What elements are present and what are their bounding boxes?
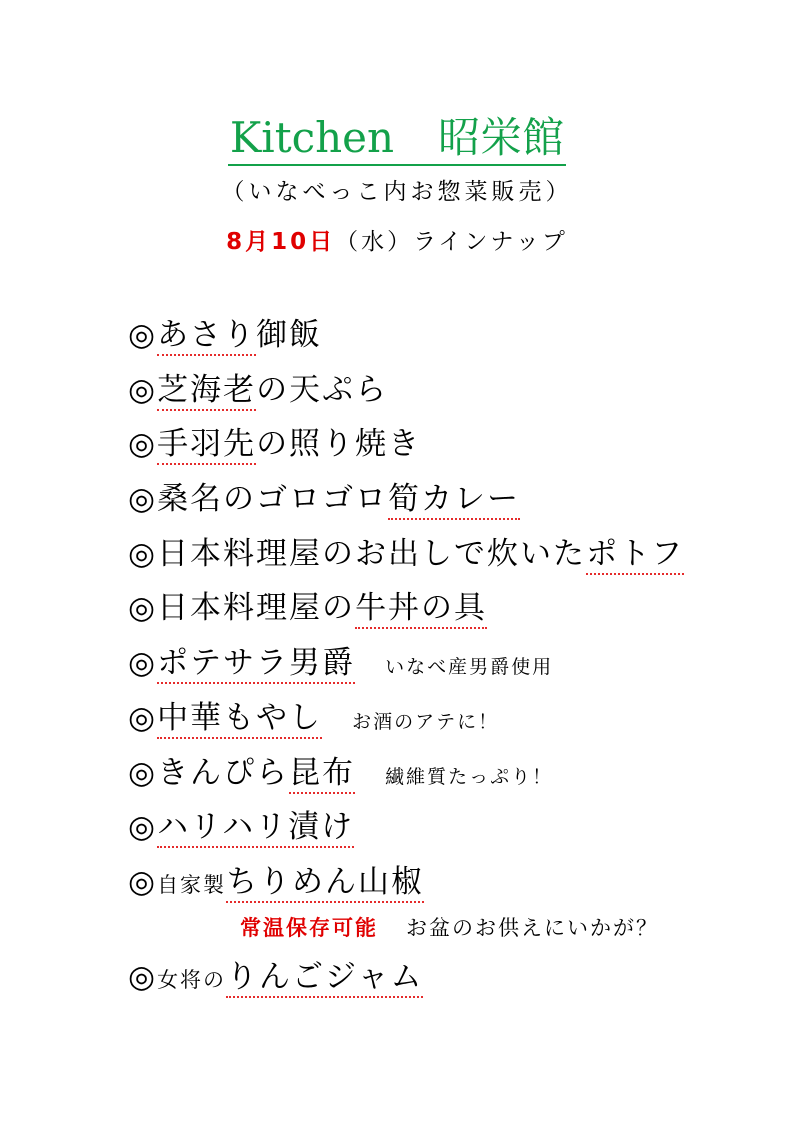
menu-item — [128, 636, 768, 691]
bullet-mark: ◎ — [128, 645, 158, 682]
bullet-mark: ◎ — [128, 371, 158, 408]
item-note: いなべ産男爵使用 — [385, 656, 554, 679]
item-main: 中華もやし — [157, 700, 322, 739]
item-rest: 筍カレー — [388, 481, 520, 520]
date-text: 8月10日 — [226, 229, 336, 255]
item-prefix: 女将の — [157, 968, 227, 992]
bullet-mark: ◎ — [128, 754, 158, 791]
item-rest: 牛丼の具 — [355, 590, 487, 629]
bullet-mark: ◎ — [128, 809, 158, 846]
item-main: 日本料理屋のお出しで炊いた — [157, 535, 587, 572]
item-main: ポテサラ男爵 — [157, 645, 355, 684]
item-rest: 御飯 — [256, 317, 323, 353]
page-title — [228, 112, 566, 166]
title-en: Kitchen — [229, 113, 395, 162]
bullet-mark: ◎ — [128, 863, 158, 900]
bullet-mark: ◎ — [128, 699, 158, 736]
item-main: ハリハリ漬け — [157, 809, 354, 848]
menu-item — [128, 363, 768, 418]
bullet-mark: ◎ — [128, 535, 158, 572]
bullet-mark: ◎ — [128, 481, 158, 518]
menu-item — [128, 800, 768, 855]
item-note: 繊維質たっぷり！ — [385, 765, 554, 788]
item-note: お酒のアテに！ — [352, 710, 500, 733]
bullet-mark: ◎ — [128, 317, 158, 353]
item-main: 芝海老 — [157, 372, 256, 411]
item-rest: の照り焼き — [256, 426, 422, 463]
bullet-mark: ◎ — [128, 590, 158, 627]
bullet-mark: ◎ — [128, 959, 158, 995]
date-line — [0, 226, 794, 258]
item-main: 手羽先 — [157, 426, 256, 465]
menu-list — [128, 308, 768, 910]
menu-item — [128, 581, 768, 636]
item-main: ちりめん山椒 — [226, 864, 424, 903]
storage-comment: お盆のお供えにいかが？ — [406, 916, 659, 940]
item-prefix: 自家製 — [157, 872, 227, 897]
menu-item — [128, 472, 768, 527]
subtitle: （いなべっこ内お惣菜販売） — [221, 179, 573, 205]
item-main: りんごジャム — [226, 959, 423, 998]
bullet-mark: ◎ — [128, 426, 158, 463]
menu-item — [128, 746, 768, 801]
storage-note — [240, 912, 659, 944]
storage-label: 常温保存可能 — [240, 916, 378, 940]
menu-item — [128, 308, 768, 363]
title-ja: 昭栄館 — [438, 113, 565, 162]
menu-item — [128, 417, 768, 472]
menu-item — [128, 855, 768, 910]
item-rest: ポトフ — [586, 536, 684, 575]
menu-item-last — [128, 950, 423, 1005]
item-main: あさり — [157, 317, 256, 356]
menu-item — [128, 527, 768, 582]
lineup-label: （水）ラインナップ — [335, 229, 568, 255]
item-main: 日本料理屋の — [157, 590, 356, 627]
item-main: 桑名のゴロゴロ — [157, 481, 389, 518]
item-main: きんぴら — [157, 754, 290, 791]
item-rest: の天ぷら — [256, 371, 389, 408]
menu-item — [128, 691, 768, 746]
item-rest: 昆布 — [289, 755, 355, 794]
header — [0, 112, 794, 166]
